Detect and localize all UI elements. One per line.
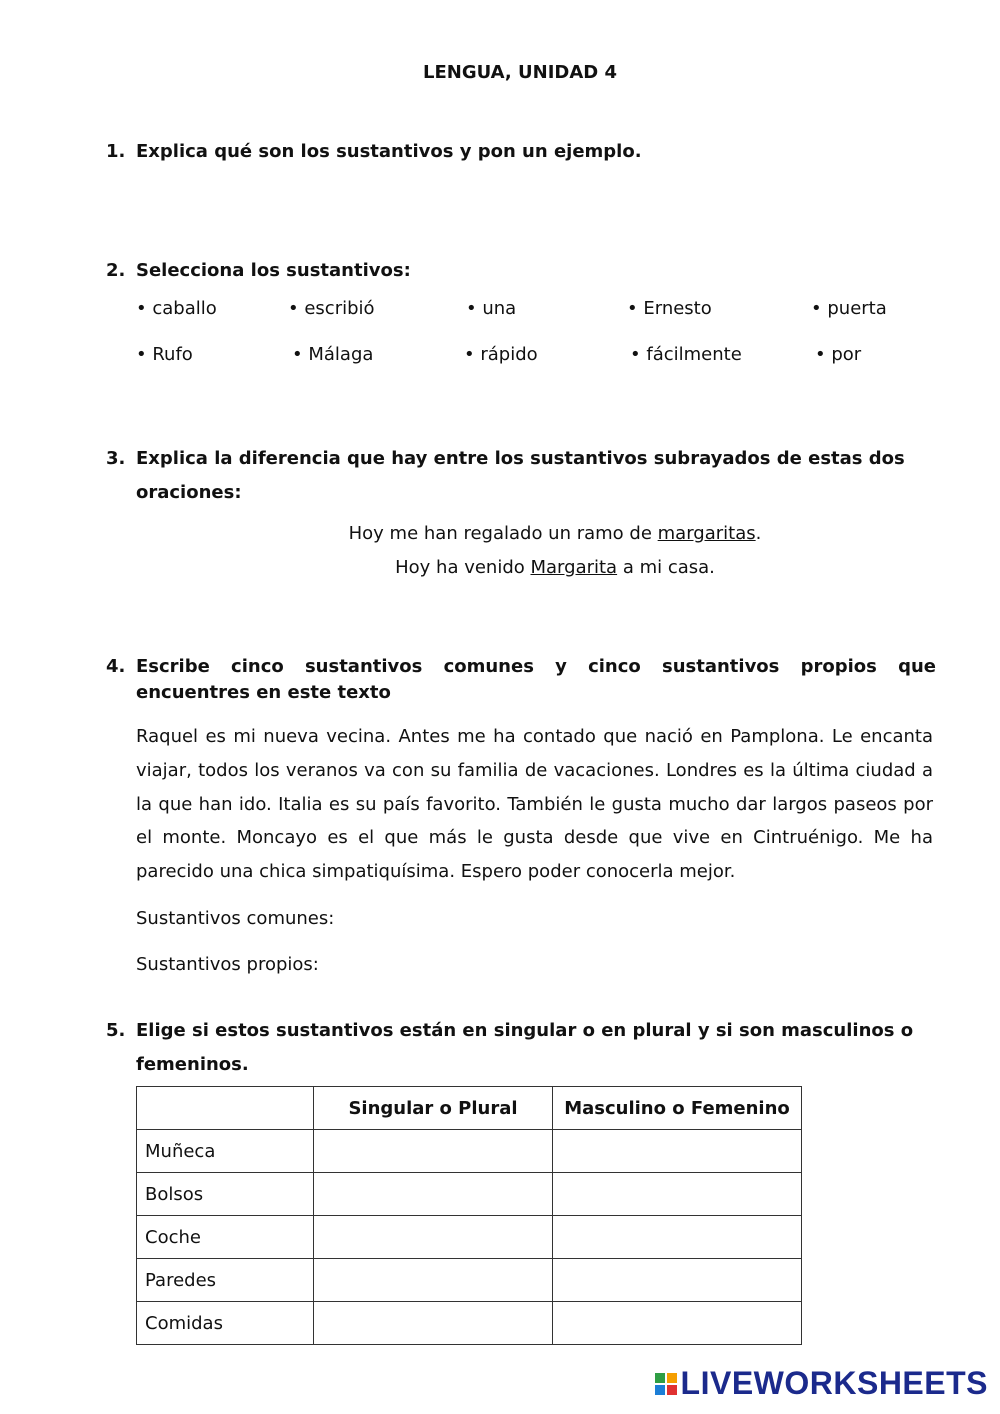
- answer-cell-gender[interactable]: [553, 1173, 802, 1216]
- answer-cell-number[interactable]: [314, 1173, 553, 1216]
- logo-square: [667, 1373, 677, 1383]
- noun-cell: Coche: [137, 1216, 314, 1259]
- table-row: [137, 1259, 802, 1302]
- table-row: [137, 1302, 802, 1345]
- word-option[interactable]: • una: [466, 298, 517, 319]
- question-3: [106, 442, 936, 510]
- answer-cell-number[interactable]: [314, 1130, 553, 1173]
- word-option[interactable]: • rápido: [464, 344, 538, 365]
- question-2: [106, 254, 936, 288]
- question-number: 2.: [106, 260, 126, 281]
- example-sentence-1: Hoy me han regalado un ramo de margaritas.: [348, 523, 762, 544]
- noun-cell: Comidas: [137, 1302, 314, 1345]
- question-number: 3.: [106, 448, 126, 469]
- table-row: [137, 1216, 802, 1259]
- word-option[interactable]: • fácilmente: [630, 344, 742, 365]
- answer-cell-number[interactable]: [314, 1259, 553, 1302]
- answer-cell-gender[interactable]: [553, 1302, 802, 1345]
- logo-square: [667, 1385, 677, 1395]
- word-option[interactable]: • Ernesto: [627, 298, 712, 319]
- table-row: [137, 1130, 802, 1173]
- noun-cell: Paredes: [137, 1259, 314, 1302]
- question-text: Explica qué son los sustantivos y pon un ejemplo.: [136, 141, 642, 162]
- table-header-blank: [137, 1087, 314, 1130]
- question-text: Selecciona los sustantivos:: [136, 260, 411, 281]
- noun-cell: Bolsos: [137, 1173, 314, 1216]
- liveworksheets-logo: [655, 1365, 988, 1402]
- word-option[interactable]: • escribió: [288, 298, 375, 319]
- question-1: [106, 135, 936, 169]
- underlined-noun: margaritas: [657, 523, 756, 544]
- example-sentence-2: Hoy ha venido Margarita a mi casa.: [395, 557, 715, 578]
- logo-text: LIVEWORKSHEETS: [680, 1365, 988, 1401]
- logo-square: [655, 1385, 665, 1395]
- page-title: LENGUA, UNIDAD 4: [422, 62, 618, 83]
- underlined-noun: Margarita: [530, 557, 618, 578]
- word-option[interactable]: • por: [815, 344, 862, 365]
- logo-mark-icon: [655, 1373, 677, 1395]
- proper-nouns-label: Sustantivos propios:: [136, 954, 319, 975]
- word-options-row-2: [0, 344, 1000, 368]
- question-4: [106, 654, 936, 706]
- word-option[interactable]: • Rufo: [136, 344, 193, 365]
- logo-square: [655, 1373, 665, 1383]
- table-row: [137, 1173, 802, 1216]
- answer-cell-gender[interactable]: [553, 1216, 802, 1259]
- noun-cell: Muñeca: [137, 1130, 314, 1173]
- question-number: 1.: [106, 141, 126, 162]
- word-option[interactable]: • caballo: [136, 298, 217, 319]
- table-header-row: [137, 1087, 802, 1130]
- reading-passage: Raquel es mi nueva vecina. Antes me ha contado que nació en Pamplona. Le encanta viajar, todos los veranos va con su familia de vacaciones. Londres es la última ciudad a la que han ido. Italia es su país favorito. También le gusta mucho dar largos paseos por el monte. Moncayo es el que más le gusta desde que vive en Cintruénigo. Me ha parecido una chica simpatiquísima. Espero poder conocerla mejor.: [136, 726, 933, 883]
- question-number: 4.: [106, 656, 126, 677]
- question-text: Elige si estos sustantivos están en singular o en plural y si son masculinos o femeninos.: [136, 1020, 914, 1075]
- question-number: 5.: [106, 1020, 126, 1041]
- question-text: Escribe cinco sustantivos comunes y cinco sustantivos propios que encuentres en este texto: [136, 656, 936, 703]
- answer-cell-number[interactable]: [314, 1302, 553, 1345]
- word-option[interactable]: • puerta: [811, 298, 887, 319]
- answer-cell-gender[interactable]: [553, 1130, 802, 1173]
- classification-table: [136, 1086, 802, 1345]
- table-header: Singular o Plural: [314, 1087, 553, 1130]
- common-nouns-label: Sustantivos comunes:: [136, 908, 335, 929]
- answer-cell-gender[interactable]: [553, 1259, 802, 1302]
- answer-cell-number[interactable]: [314, 1216, 553, 1259]
- table-header: Masculino o Femenino: [553, 1087, 802, 1130]
- question-text: Explica la diferencia que hay entre los sustantivos subrayados de estas dos oraciones:: [136, 448, 905, 503]
- question-5: [106, 1014, 946, 1082]
- word-options-row-1: [0, 298, 1000, 322]
- word-option[interactable]: • Málaga: [292, 344, 374, 365]
